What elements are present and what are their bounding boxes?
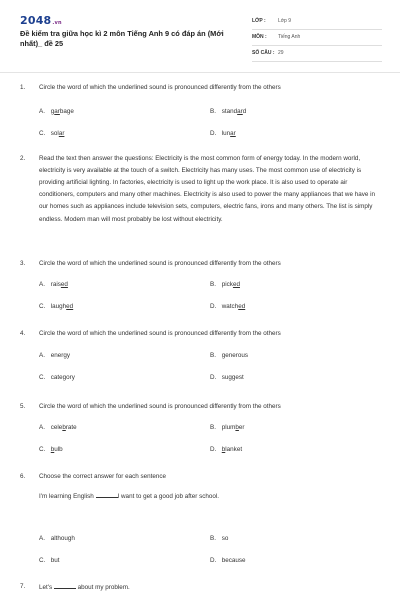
grade-value: Lớp 9 (278, 18, 292, 24)
option-letter: D. (210, 557, 217, 564)
question-text: Choose the correct answer for each sentence (39, 472, 167, 480)
option-word: although (50, 535, 75, 542)
option-b[interactable] (210, 352, 248, 359)
option-letter: A. (39, 424, 45, 431)
option-word-end: ulb (54, 446, 63, 453)
option-word: but (50, 557, 60, 564)
option-word: suggest (221, 374, 244, 381)
option-word: generous (221, 352, 249, 359)
sentence-end: I want to get a good job after school. (117, 493, 220, 500)
underlined-sound: ar (237, 108, 243, 115)
underlined-sound: ed (232, 281, 240, 288)
option-letter: D. (210, 303, 217, 310)
option-word-start: rais (50, 281, 61, 288)
answer-blank[interactable] (96, 492, 118, 498)
option-b[interactable] (210, 108, 246, 115)
meta-table (252, 14, 382, 62)
underlined-sound: ed (66, 303, 74, 310)
question-text: Circle the word of which the underlined sound is pronounced differently from the others (39, 329, 281, 337)
site-logo[interactable] (20, 14, 62, 27)
option-b[interactable] (210, 424, 245, 431)
option-word: because (221, 557, 246, 564)
sentence-start: I'm learning English (39, 493, 96, 500)
logo-suffix: .vn (52, 20, 62, 26)
question-number: 2. (20, 155, 26, 162)
document-title: Đề kiểm tra giữa học kì 2 môn Tiếng Anh 9 có đáp án (Mới nhất)_ đề 25 (20, 29, 224, 48)
option-letter: B. (210, 108, 216, 115)
option-word-end: rate (65, 424, 77, 431)
question-number: 4. (20, 330, 26, 337)
question-number: 6. (20, 473, 26, 480)
option-word-end: d (242, 108, 247, 115)
question-text (39, 583, 130, 591)
option-letter: B. (210, 352, 216, 359)
meta-row-grade (252, 14, 382, 30)
grade-label: LỚP : (252, 18, 266, 24)
option-word-start: cele (50, 424, 63, 431)
option-word: so (221, 535, 229, 542)
option-letter: C. (39, 130, 46, 137)
question-text: Circle the word of which the underlined sound is pronounced differently from the others (39, 402, 281, 410)
option-a[interactable] (39, 108, 74, 115)
count-label: SỐ CÂU : (252, 50, 275, 56)
option-letter: D. (210, 130, 217, 137)
option-letter: A. (39, 108, 45, 115)
option-d[interactable] (210, 374, 244, 381)
meta-row-subject (252, 30, 382, 46)
question-text: Read the text then answer the questions: Electricity is the most common form of energy today. In the modern world, electricity is very available at the touch of a switch. Electricity has many uses. The most common use of electricity is providing artificial lighting. In factories, electricity is used to light up the work place. It is also used to operate air conditioners, computers and many other machines. Electricity is also used to power the many appliances that we have in our homes such as appliances include television sets, computers, electric fans, irons and many others. The list is simply endless. Modern man will most probably be lost without electricity. (39, 154, 376, 223)
option-letter: B. (210, 281, 216, 288)
option-letter: A. (39, 352, 45, 359)
option-word: energy (50, 352, 71, 359)
option-b[interactable] (210, 535, 228, 542)
question-number: 7. (20, 583, 26, 590)
option-letter: A. (39, 535, 45, 542)
option-word-end: lanket (225, 446, 243, 453)
question-number: 1. (20, 84, 26, 91)
option-c[interactable] (39, 130, 64, 137)
option-word: category (50, 374, 75, 381)
question-number: 5. (20, 403, 26, 410)
underlined-sound: ed (238, 303, 246, 310)
option-c[interactable] (39, 446, 63, 453)
sentence-start: Let's (39, 584, 54, 591)
subject-value: Tiếng Anh (278, 34, 301, 40)
option-word-start: g (50, 108, 55, 115)
option-word-start: stand (221, 108, 238, 115)
option-word-start: plum (221, 424, 236, 431)
option-d[interactable] (210, 303, 245, 310)
sentence-end: about my problem. (75, 584, 130, 591)
answer-blank[interactable] (54, 583, 76, 589)
underlined-sound: b (235, 424, 239, 431)
option-d[interactable] (210, 557, 246, 564)
logo-main: 2048 (20, 14, 52, 27)
header-divider (0, 72, 400, 73)
document-header (20, 14, 382, 62)
option-letter: D. (210, 446, 217, 453)
option-letter: C. (39, 303, 46, 310)
option-letter: C. (39, 446, 46, 453)
underlined-sound: ar (230, 130, 236, 137)
option-letter: B. (210, 424, 216, 431)
option-a[interactable] (39, 424, 77, 431)
option-letter: B. (210, 535, 216, 542)
option-d[interactable] (210, 130, 236, 137)
option-word-start: watch (221, 303, 239, 310)
option-c[interactable] (39, 557, 60, 564)
subject-label: MÔN : (252, 34, 267, 40)
option-letter: C. (39, 557, 46, 564)
question-text: Circle the word of which the underlined sound is pronounced differently from the others (39, 83, 281, 91)
count-value: 29 (278, 50, 284, 56)
option-word-start: laugh (50, 303, 67, 310)
option-b[interactable] (210, 281, 240, 288)
option-letter: C. (39, 374, 46, 381)
option-a[interactable] (39, 535, 75, 542)
option-word-start: lun (221, 130, 231, 137)
underlined-sound: b (50, 446, 55, 453)
option-a[interactable] (39, 352, 70, 359)
option-letter: D. (210, 374, 217, 381)
option-word-start: pick (221, 281, 233, 288)
option-c[interactable] (39, 303, 73, 310)
underlined-sound: ed (60, 281, 68, 288)
option-a[interactable] (39, 281, 68, 288)
question-sentence (39, 492, 219, 500)
underlined-sound: ar (58, 130, 65, 137)
option-c[interactable] (39, 374, 75, 381)
option-word-end: bage (59, 108, 74, 115)
option-word-end: er (238, 424, 245, 431)
meta-row-count (252, 46, 382, 62)
underlined-sound: b (221, 446, 226, 453)
question-number: 3. (20, 260, 26, 267)
option-d[interactable] (210, 446, 242, 453)
option-word-start: sol (50, 130, 59, 137)
question-text: Circle the word of which the underlined sound is pronounced differently from the others (39, 259, 281, 267)
underlined-sound: b (62, 424, 66, 431)
option-letter: A. (39, 281, 45, 288)
underlined-sound: ar (54, 108, 60, 115)
